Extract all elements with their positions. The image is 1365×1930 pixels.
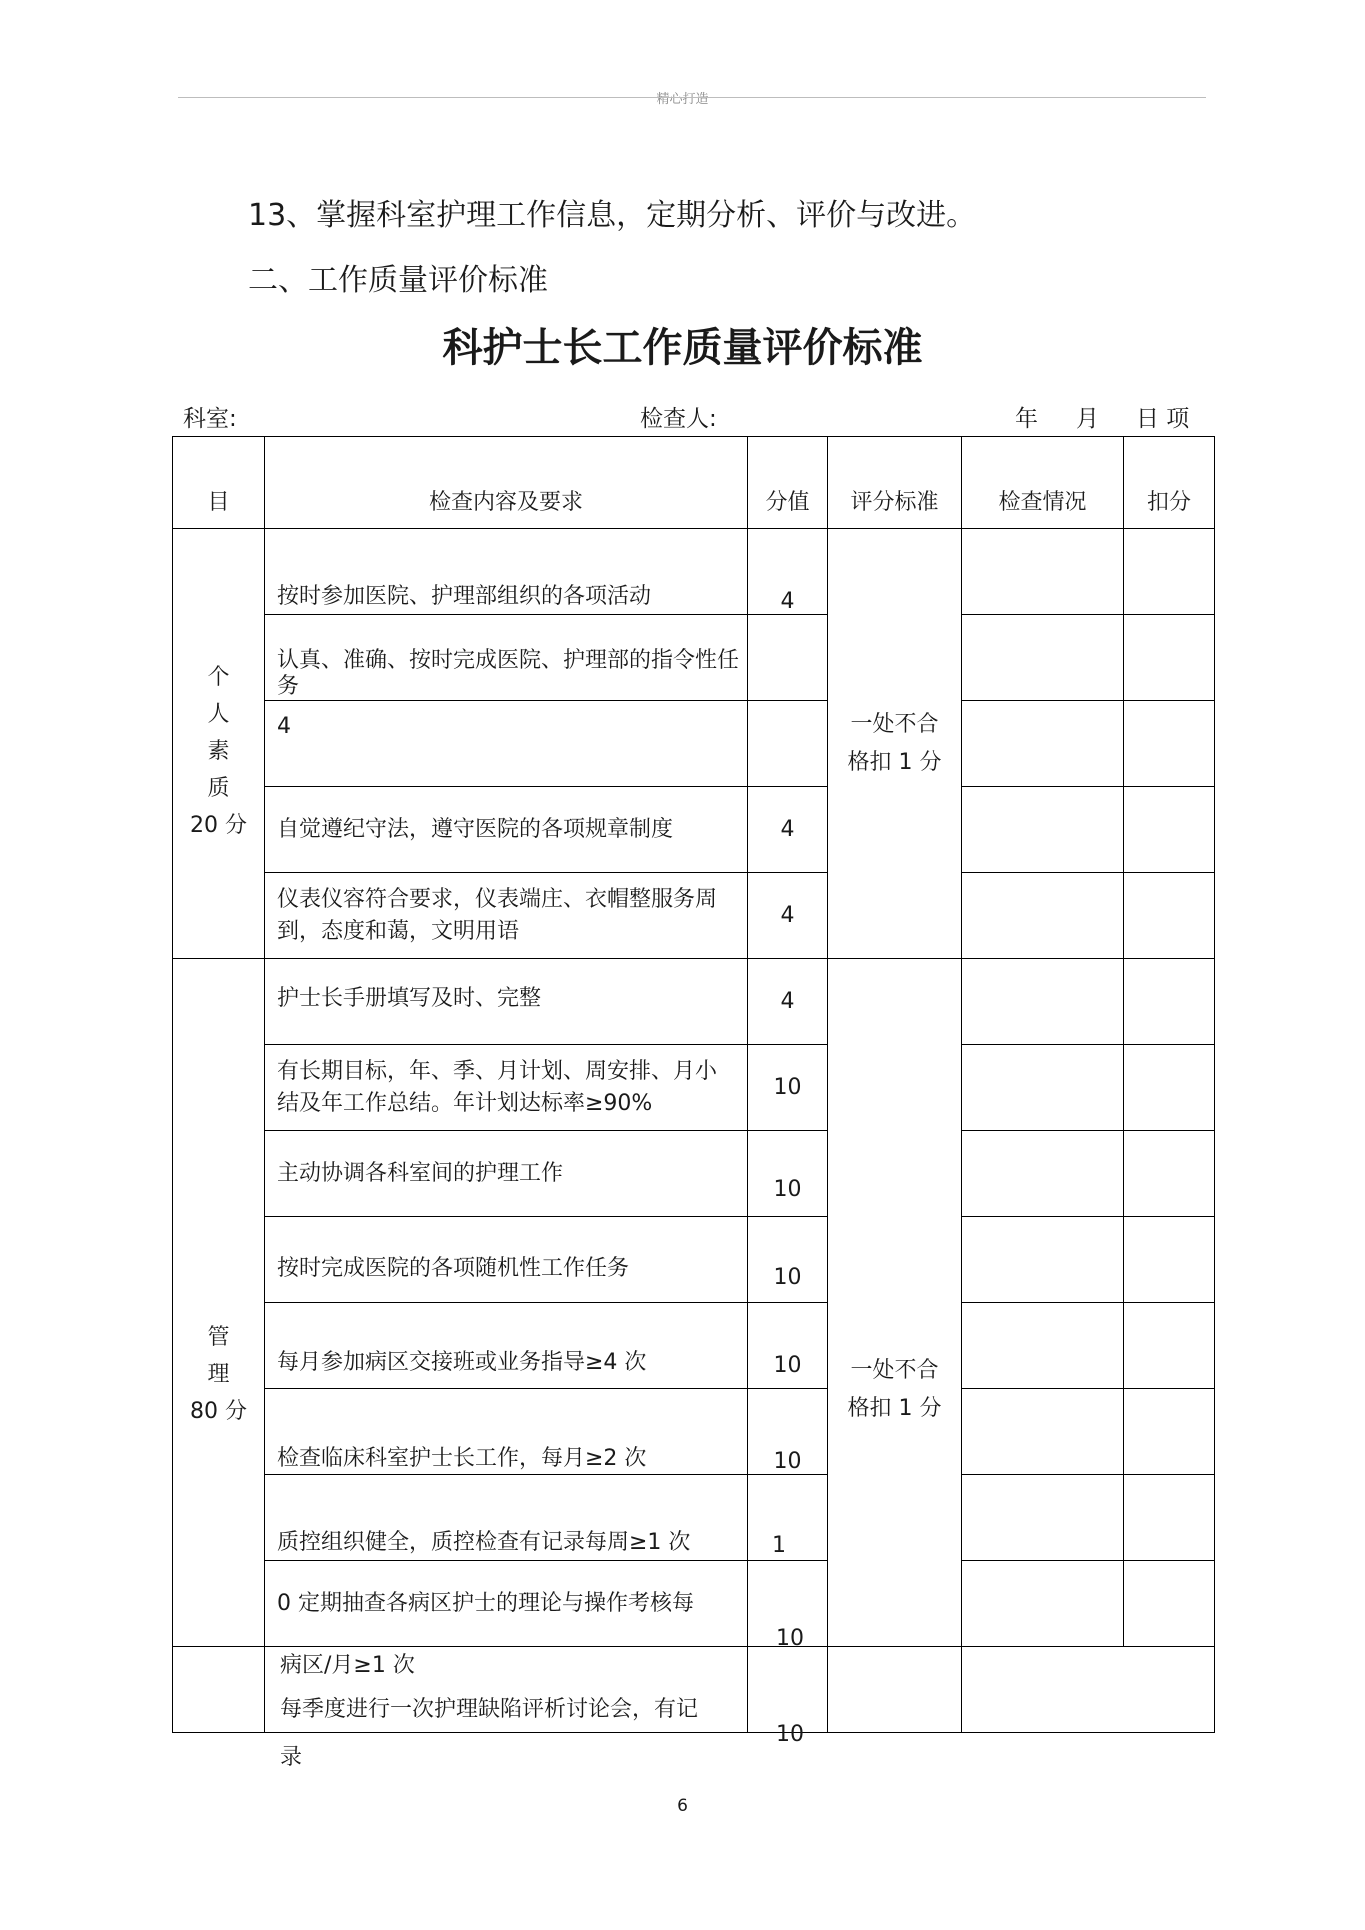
content-cell: 4 — [265, 701, 748, 787]
check-status-cell[interactable] — [962, 529, 1124, 615]
check-status-cell[interactable] — [962, 701, 1124, 787]
inspector-label: 检查人: — [640, 406, 717, 432]
table-row — [173, 615, 1215, 701]
evaluation-table — [172, 436, 1215, 1733]
table-row — [173, 1217, 1215, 1303]
category-cell-empty — [173, 1647, 265, 1733]
overflow-content-line: 录 — [280, 1745, 303, 1770]
value-cell: 10 — [748, 1217, 828, 1303]
paragraph-item-13: 13、掌握科室护理工作信息，定期分析、评价与改进。 — [248, 198, 977, 233]
deduction-cell[interactable] — [1124, 1561, 1215, 1647]
overflow-content-line: 每季度进行一次护理缺陷评析讨论会，有记 — [280, 1697, 699, 1722]
category-cell-personal: 个 人 素 质 20 分 — [173, 529, 265, 959]
check-status-cell[interactable] — [962, 959, 1124, 1045]
deduction-cell[interactable] — [1124, 529, 1215, 615]
value-cell: 4 — [748, 873, 828, 959]
deduction-cell[interactable] — [1124, 1045, 1215, 1131]
deduction-cell[interactable] — [1124, 787, 1215, 873]
value-cell-empty — [748, 1647, 828, 1733]
check-status-cell[interactable] — [962, 615, 1124, 701]
content-cell: 认真、准确、按时完成医院、护理部的指令性任务 — [265, 615, 748, 701]
value-cell: 10 — [748, 1389, 828, 1475]
content-cell: 仪表仪容符合要求，仪表端庄、衣帽整服务周到，态度和蔼，文明用语 — [265, 873, 748, 959]
table-row — [173, 1475, 1215, 1561]
content-cell: 按时完成医院的各项随机性工作任务 — [265, 1217, 748, 1303]
deduction-cell[interactable] — [1124, 1131, 1215, 1217]
document-title: 科护士长工作质量评价标准 — [442, 325, 923, 371]
value-cell — [748, 701, 828, 787]
table-row — [173, 959, 1215, 1045]
table-row — [173, 529, 1215, 615]
table-row — [173, 1303, 1215, 1389]
value-cell: 4 — [748, 529, 828, 615]
header-content: 检查内容及要求 — [265, 437, 748, 529]
header-rule — [178, 97, 1206, 98]
header-category: 目 — [173, 437, 265, 529]
content-cell: 质控组织健全，质控检查有记录每周≥1 次 — [265, 1475, 748, 1561]
dept-label: 科室: — [183, 406, 237, 432]
check-status-cell[interactable] — [962, 873, 1124, 959]
check-status-cell[interactable] — [962, 1045, 1124, 1131]
table-row — [173, 1561, 1215, 1647]
header-value: 分值 — [748, 437, 828, 529]
check-status-cell[interactable] — [962, 1475, 1124, 1561]
check-status-cell[interactable] — [962, 1647, 1215, 1733]
check-status-cell[interactable] — [962, 1303, 1124, 1389]
page-header-text: 精心打造 — [656, 92, 709, 107]
overflow-value: 10 — [776, 1722, 804, 1747]
value-cell — [748, 615, 828, 701]
check-status-cell[interactable] — [962, 1389, 1124, 1475]
header-criterion: 评分标准 — [828, 437, 962, 529]
content-cell: 有长期目标，年、季、月计划、周安排、月小结及年工作总结。年计划达标率≥90% — [265, 1045, 748, 1131]
section-heading: 二、工作质量评价标准 — [248, 263, 548, 298]
deduction-cell[interactable] — [1124, 615, 1215, 701]
value-cell: 10 — [748, 1303, 828, 1389]
content-cell: 护士长手册填写及时、完整 — [265, 959, 748, 1045]
deduction-cell[interactable] — [1124, 873, 1215, 959]
content-cell: 检查临床科室护士长工作，每月≥2 次 — [265, 1389, 748, 1475]
table-row — [173, 1389, 1215, 1475]
deduction-cell[interactable] — [1124, 959, 1215, 1045]
criterion-cell: 一处不合 格扣 1 分 — [828, 959, 962, 1647]
table-row — [173, 873, 1215, 959]
deduction-cell[interactable] — [1124, 1217, 1215, 1303]
check-status-cell[interactable] — [962, 1131, 1124, 1217]
table-header-row — [173, 437, 1215, 529]
content-cell: 每月参加病区交接班或业务指导≥4 次 — [265, 1303, 748, 1389]
content-cell: 按时参加医院、护理部组织的各项活动 — [265, 529, 748, 615]
deduction-cell[interactable] — [1124, 1475, 1215, 1561]
check-status-cell[interactable] — [962, 1217, 1124, 1303]
value-cell: 1 — [748, 1475, 828, 1561]
value-cell: 10 — [748, 1045, 828, 1131]
criterion-cell: 一处不合 格扣 1 分 — [828, 529, 962, 959]
value-cell: 4 — [748, 787, 828, 873]
value-cell: 10 — [748, 1131, 828, 1217]
overflow-content-line: 病区/月≥1 次 — [280, 1653, 415, 1678]
deduction-cell[interactable] — [1124, 1389, 1215, 1475]
category-cell-management: 管 理 80 分 — [173, 959, 265, 1647]
content-cell: 0 定期抽查各病区护士的理论与操作考核每 — [265, 1561, 748, 1647]
table-row — [173, 787, 1215, 873]
check-status-cell[interactable] — [962, 787, 1124, 873]
table-row — [173, 1131, 1215, 1217]
content-cell: 自觉遵纪守法，遵守医院的各项规章制度 — [265, 787, 748, 873]
year-label: 年 — [1015, 406, 1038, 432]
table-row — [173, 1045, 1215, 1131]
day-item-label: 日 项 — [1136, 406, 1190, 432]
criterion-cell-empty — [828, 1647, 962, 1733]
table-row — [173, 701, 1215, 787]
content-cell: 主动协调各科室间的护理工作 — [265, 1131, 748, 1217]
overflow-value: 10 — [776, 1626, 804, 1651]
header-deduction: 扣分 — [1124, 437, 1215, 529]
deduction-cell[interactable] — [1124, 1303, 1215, 1389]
deduction-cell[interactable] — [1124, 701, 1215, 787]
month-label: 月 — [1076, 406, 1099, 432]
value-cell: 4 — [748, 959, 828, 1045]
check-status-cell[interactable] — [962, 1561, 1124, 1647]
header-check-status: 检查情况 — [962, 437, 1124, 529]
page-number: 6 — [677, 1796, 688, 1816]
